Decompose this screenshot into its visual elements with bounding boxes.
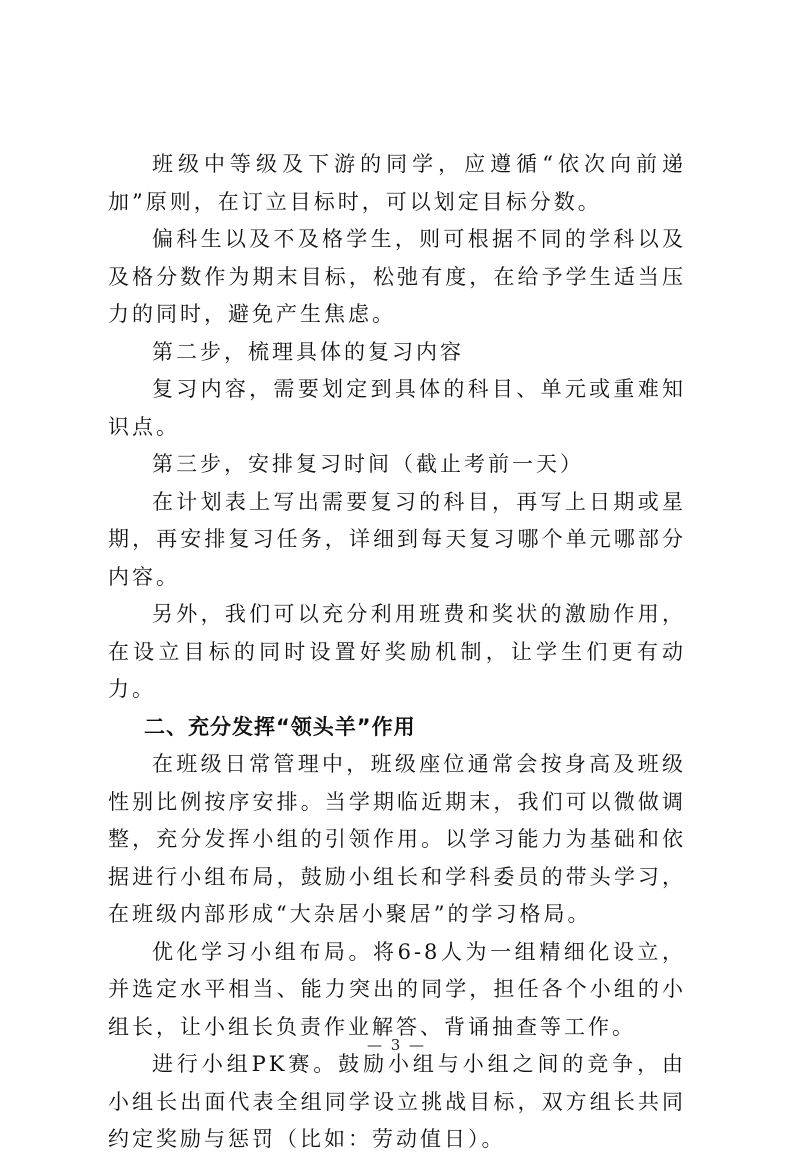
paragraph: 偏科生以及不及格学生，则可根据不同的学科以及及格分数作为期末目标，松弛有度，在给予学生适当压力的同时，避免产生焦虑。	[108, 227, 686, 326]
paragraph: 第三步，安排复习时间（截止考前一天）	[152, 452, 584, 476]
paragraph: 在计划表上写出需要复习的科目，再写上日期或星期，再安排复习任务，详细到每天复习哪个单元哪部分内容。	[108, 489, 686, 589]
paragraph: 复习内容，需要划定到具体的科目、单元或重难知识点。	[108, 377, 686, 439]
paragraph: 另外，我们可以充分利用班费和奖状的激励作用，在设立目标的同时设置好奖励机制，让学生们更有动力。	[108, 602, 686, 701]
paragraph: 班级中等级及下游的同学，应遵循“依次向前递加”原则，在订立目标时，可以划定目标分数。	[108, 152, 686, 214]
page-number: — 3 —	[366, 1036, 427, 1054]
paragraph: 第二步，梳理具体的复习内容	[152, 339, 464, 364]
paragraph: 优化学习小组布局。将6-8人为一组精细化设立，并选定水平相当、能力突出的同学，担任各个小组的小组长，让小组长负责作业解答、背诵抽查等工作。	[108, 939, 686, 1039]
paragraph: 进行小组PK赛。鼓励小组与小组之间的竞争，由小组长出面代表全组同学设立挑战目标，双方组长共同约定奖励与惩罚（比如：劳动值日）。	[108, 1052, 686, 1151]
section-heading: 二、充分发挥“领头羊”作用	[144, 714, 416, 739]
body-text	[108, 146, 686, 1159]
paragraph: 在班级日常管理中，班级座位通常会按身高及班级性别比例按序安排。当学期临近期末，我们可以微做调整，充分发挥小组的引领作用。以学习能力为基础和依据进行小组布局，鼓励小组长和学科委员的带头学习，在班级内部形成“大杂居小聚居”的学习格局。	[108, 752, 686, 926]
